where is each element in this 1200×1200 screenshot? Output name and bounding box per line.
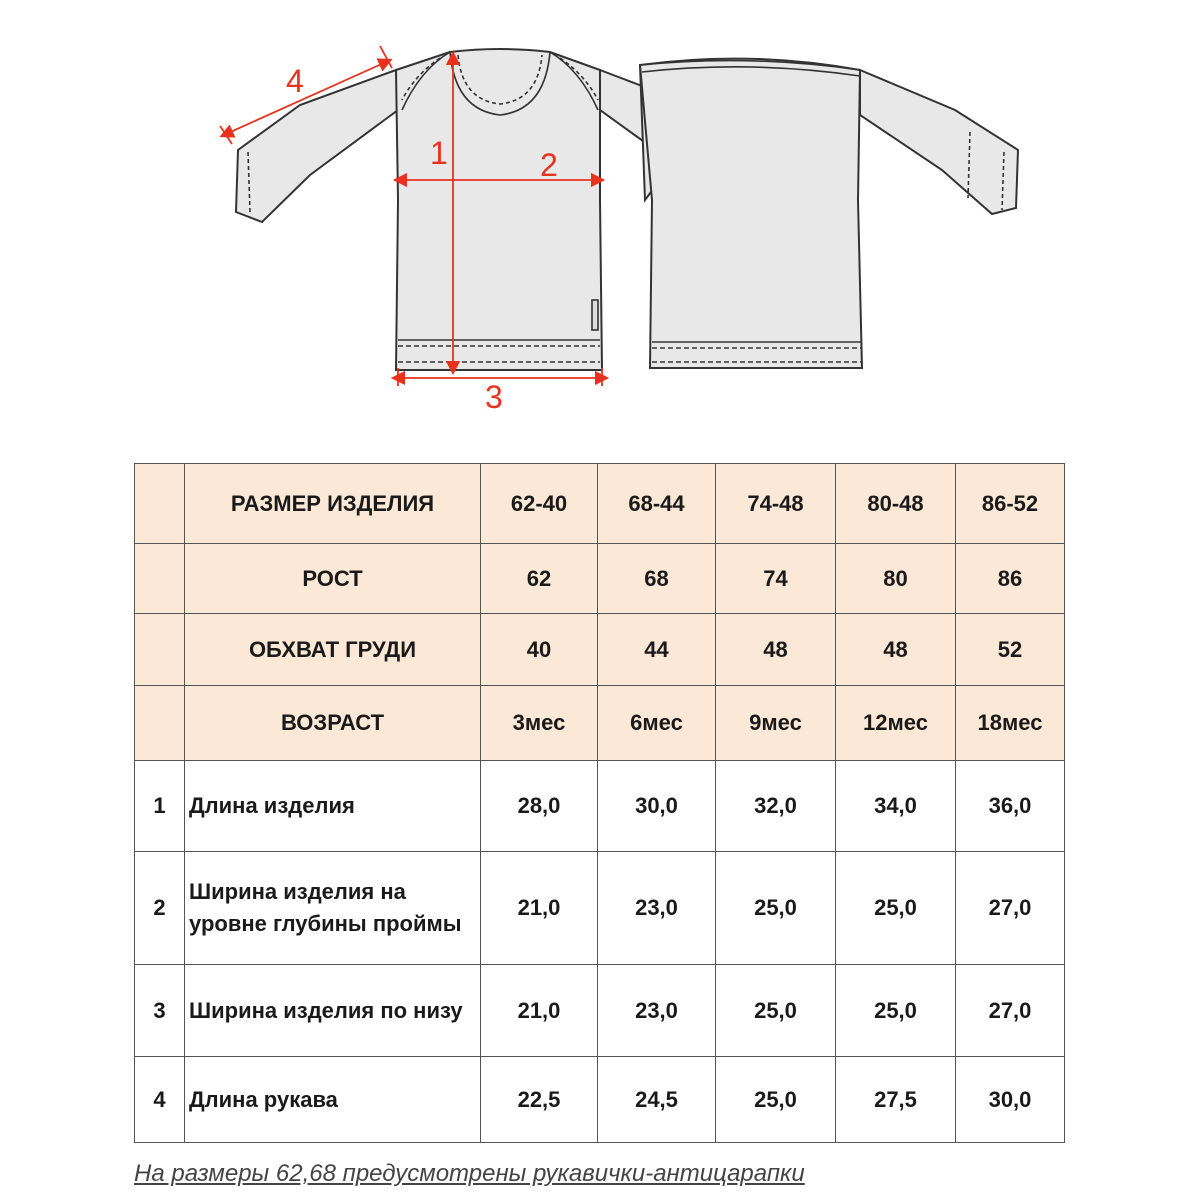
header-label: ВОЗРАСТ xyxy=(185,686,481,761)
header-label: РОСТ xyxy=(185,544,481,614)
front-body xyxy=(396,49,602,370)
row-value: 25,0 xyxy=(716,852,836,965)
header-value: 80 xyxy=(836,544,956,614)
measure-label-2: 2 xyxy=(540,147,558,183)
row-value: 34,0 xyxy=(836,761,956,852)
row-value: 30,0 xyxy=(956,1057,1065,1143)
header-num-cell xyxy=(135,464,185,544)
header-value: 86-52 xyxy=(956,464,1065,544)
header-value: 9мес xyxy=(716,686,836,761)
row-number: 3 xyxy=(135,965,185,1057)
row-value: 25,0 xyxy=(716,965,836,1057)
row-label: Ширина изделия по низу xyxy=(185,965,481,1057)
header-value: 74-48 xyxy=(716,464,836,544)
row-value: 27,0 xyxy=(956,965,1065,1057)
header-value: 48 xyxy=(716,614,836,686)
row-value: 32,0 xyxy=(716,761,836,852)
table-row xyxy=(135,852,1065,965)
header-label: ОБХВАТ ГРУДИ xyxy=(185,614,481,686)
header-value: 12мес xyxy=(836,686,956,761)
header-num-cell xyxy=(135,544,185,614)
measure-label-4: 4 xyxy=(286,63,304,99)
header-value: 18мес xyxy=(956,686,1065,761)
row-value: 25,0 xyxy=(836,965,956,1057)
row-label: Длина рукава xyxy=(185,1057,481,1143)
tshirt-illustration xyxy=(0,0,1200,440)
header-row xyxy=(135,464,1065,544)
measure-label-3: 3 xyxy=(485,379,503,415)
row-value: 27,0 xyxy=(956,852,1065,965)
row-value: 21,0 xyxy=(481,965,598,1057)
row-number: 2 xyxy=(135,852,185,965)
header-value: 74 xyxy=(716,544,836,614)
header-value: 62 xyxy=(481,544,598,614)
header-value: 40 xyxy=(481,614,598,686)
header-value: 68 xyxy=(598,544,716,614)
row-number: 4 xyxy=(135,1057,185,1143)
row-label: Ширина изделия на уровне глубины проймы xyxy=(185,852,481,965)
header-value: 80-48 xyxy=(836,464,956,544)
back-right-sleeve xyxy=(860,70,1018,214)
row-value: 21,0 xyxy=(481,852,598,965)
row-number: 1 xyxy=(135,761,185,852)
row-value: 25,0 xyxy=(836,852,956,965)
table-row xyxy=(135,761,1065,852)
header-value: 3мес xyxy=(481,686,598,761)
header-num-cell xyxy=(135,614,185,686)
row-value: 25,0 xyxy=(716,1057,836,1143)
header-value: 62-40 xyxy=(481,464,598,544)
row-value: 30,0 xyxy=(598,761,716,852)
header-value: 6мес xyxy=(598,686,716,761)
row-value: 27,5 xyxy=(836,1057,956,1143)
row-label: Длина изделия xyxy=(185,761,481,852)
table-row xyxy=(135,1057,1065,1143)
header-row xyxy=(135,544,1065,614)
table-row xyxy=(135,965,1065,1057)
header-num-cell xyxy=(135,686,185,761)
measure-label-1: 1 xyxy=(430,135,448,171)
row-value: 36,0 xyxy=(956,761,1065,852)
header-value: 52 xyxy=(956,614,1065,686)
size-chart-table xyxy=(134,463,1065,1143)
header-value: 48 xyxy=(836,614,956,686)
row-value: 23,0 xyxy=(598,852,716,965)
row-value: 22,5 xyxy=(481,1057,598,1143)
tshirt-back xyxy=(640,59,1018,368)
row-value: 23,0 xyxy=(598,965,716,1057)
row-value: 28,0 xyxy=(481,761,598,852)
header-row xyxy=(135,686,1065,761)
header-label: РАЗМЕР ИЗДЕЛИЯ xyxy=(185,464,481,544)
header-row xyxy=(135,614,1065,686)
back-body xyxy=(640,59,862,368)
header-value: 86 xyxy=(956,544,1065,614)
row-value: 24,5 xyxy=(598,1057,716,1143)
header-value: 68-44 xyxy=(598,464,716,544)
footnote: На размеры 62,68 предусмотрены рукавички-антицарапки xyxy=(134,1160,805,1187)
header-value: 44 xyxy=(598,614,716,686)
